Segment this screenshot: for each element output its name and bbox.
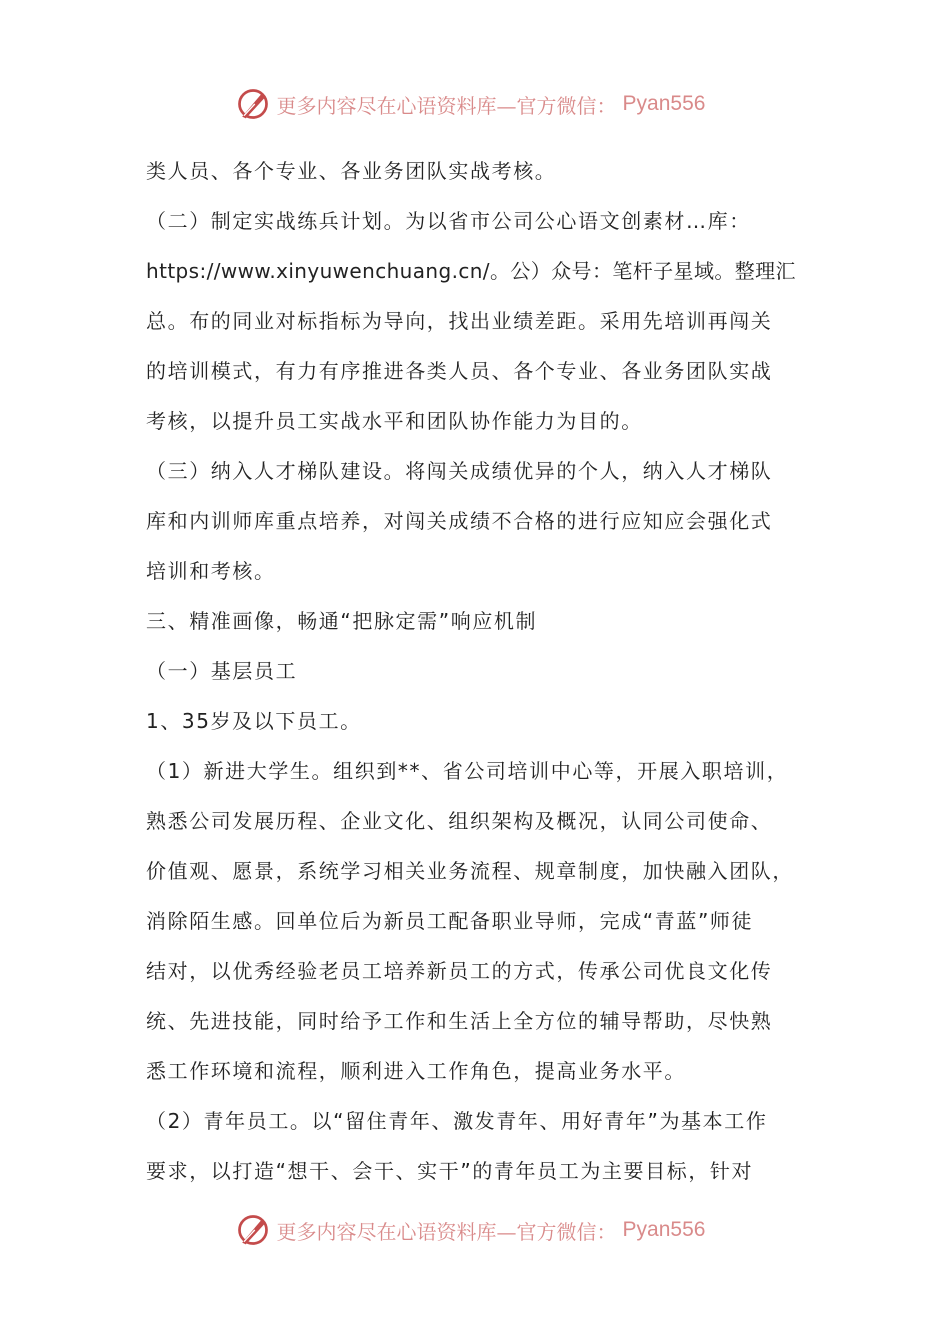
text-line: 的培训模式，有力有序推进各类人员、各个专业、各业务团队实战: [146, 359, 773, 383]
text-line-url: https://www.xinyuwenchuang.cn/。公）众号：笔杆子星域。整理汇: [146, 259, 796, 283]
text-line: （三）纳入人才梯队建设。将闯关成绩优异的个人，纳入人才梯队: [146, 459, 773, 483]
section-heading: 三、精准画像，畅通“把脉定需”响应机制: [146, 609, 538, 633]
text-line: 要求，以打造“想干、会干、实干”的青年员工为主要目标，针对: [146, 1159, 754, 1183]
text-line: 总。布的同业对标指标为导向，找出业绩差距。采用先培训再闯关: [146, 309, 773, 333]
document-body: [146, 146, 818, 1196]
text-line: 熟悉公司发展历程、企业文化、组织架构及概况，认同公司使命、: [146, 809, 773, 833]
text-line: 类人员、各个专业、各业务团队实战考核。: [146, 159, 557, 183]
text-line: 消除陌生感。回单位后为新员工配备职业导师，完成“青蓝”师徒: [146, 909, 754, 933]
text-line: 统、先进技能，同时给予工作和生活上全方位的辅导帮助，尽快熟: [146, 1009, 773, 1033]
text-line: 价值观、愿景，系统学习相关业务流程、规章制度，加快融入团队，: [146, 859, 794, 883]
watermark-wechat-id: Pyan556: [622, 1218, 706, 1241]
watermark-group: [235, 1212, 706, 1248]
quill-logo-icon: [235, 1212, 271, 1248]
watermark-text: 更多内容尽在心语资料库—官方微信：: [276, 93, 617, 118]
quill-logo-icon: [235, 86, 271, 122]
text-line: 考核，以提升员工实战水平和团队协作能力为目的。: [146, 409, 643, 433]
watermark-wechat-id: Pyan556: [622, 92, 706, 115]
text-line: （1）新进大学生。组织到**、省公司培训中心等，开展入职培训，: [146, 759, 789, 783]
watermark-text: 更多内容尽在心语资料库—官方微信：: [276, 1219, 617, 1244]
text-line: 库和内训师库重点培养，对闯关成绩不合格的进行应知应会强化式: [146, 509, 773, 533]
header-watermark: [0, 82, 950, 126]
subsection-heading: （一）基层员工: [146, 659, 298, 683]
text-line: 悉工作环境和流程，顺利进入工作角色，提高业务水平。: [146, 1059, 686, 1083]
text-line: 结对，以优秀经验老员工培养新员工的方式，传承公司优良文化传: [146, 959, 773, 983]
list-heading: 1、35岁及以下员工。: [146, 709, 362, 733]
watermark-group: [235, 86, 706, 122]
text-line: （二）制定实战练兵计划。为以省市公司公心语文创素材…库：: [146, 209, 751, 233]
text-line: （2）青年员工。以“留住青年、激发青年、用好青年”为基本工作: [146, 1109, 768, 1133]
text-line: 培训和考核。: [146, 559, 276, 583]
footer-watermark: [0, 1208, 950, 1252]
